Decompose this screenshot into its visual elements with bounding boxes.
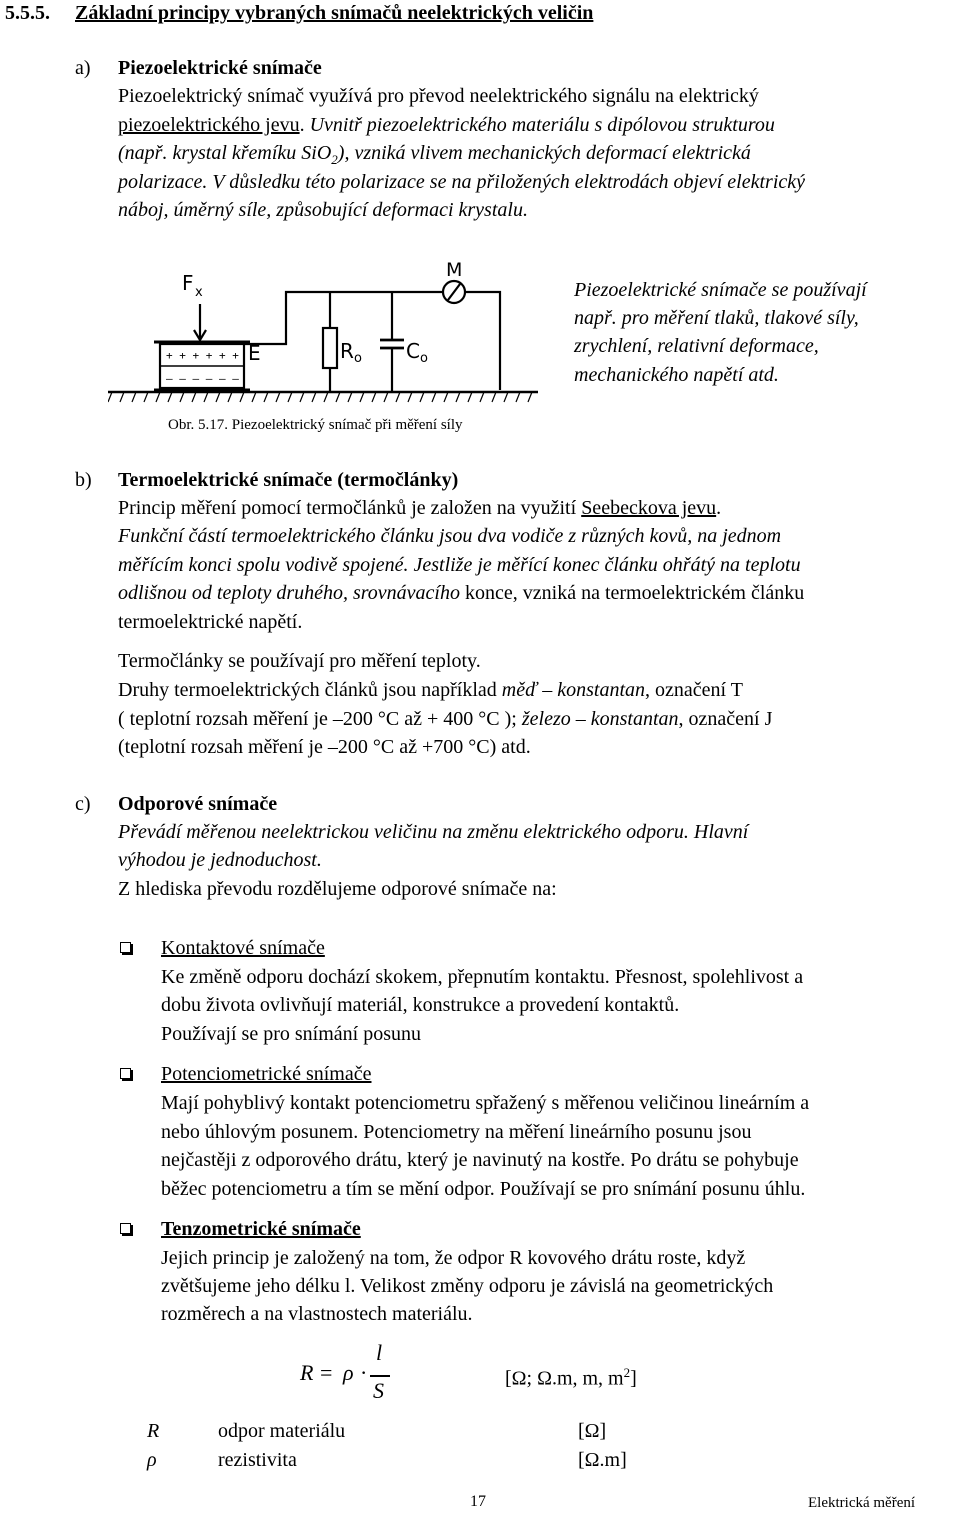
part-c-heading: Odporové snímače: [118, 793, 278, 815]
item-3-line-1: Jejich princip je založený na tom, že odpor R kovového drátu roste, když: [161, 1247, 746, 1269]
figure-side-line-4: mechanického napětí atd.: [574, 364, 779, 386]
item-3-title: Tenzometrické snímače: [161, 1218, 361, 1240]
section-heading: [5, 0, 593, 26]
part-b-heading: Termoelektrické snímače (termočlánky): [118, 469, 459, 491]
part-c-marker: c): [75, 793, 91, 815]
part-b-line-9: (teplotní rozsah měření je –200 °C až +700 °C) atd.: [118, 736, 531, 758]
legend-symbol-r: R: [147, 1420, 160, 1442]
part-c-line-3: Z hlediska převodu rozdělujeme odporové snímače na:: [118, 878, 557, 900]
item-1-line-2: dobu života ovlivňují materiál, konstrukce a provedení kontaktů.: [161, 994, 680, 1016]
part-a-line-1: Piezoelektrický snímač využívá pro převod neelektrického signálu na elektrický: [118, 85, 759, 107]
part-b-line-5: termoelektrické napětí.: [118, 611, 303, 633]
footer-title: Elektrická měření: [808, 1495, 916, 1511]
figure-side-line-2: např. pro měření tlaků, tlakové síly,: [574, 307, 859, 329]
formula-denominator: S: [373, 1378, 384, 1403]
piezo-circuit-figure: [108, 258, 548, 415]
piezo-effect-link[interactable]: piezoelektrického jevu: [118, 114, 300, 136]
part-b-line-6: Termočlánky se používají pro měření teploty.: [118, 650, 481, 672]
part-c-line-2: výhodou je jednoduchost.: [118, 849, 322, 871]
figure-caption: Obr. 5.17. Piezoelektrický snímač při měření síly: [168, 417, 463, 433]
part-c-line-1: Převádí měřenou neelektrickou veličinu na změnu elektrického odporu. Hlavní: [118, 821, 749, 843]
svg-text:+ + + + + +: + + + + + +: [166, 349, 239, 362]
formula-units: [Ω; Ω.m, m, $m^2$]: [505, 1365, 637, 1390]
resistor-label: R: [340, 339, 354, 363]
resistor-sub-label: o: [354, 351, 362, 366]
page-number: 17: [470, 1493, 486, 1510]
section-number: 5.5.5.: [5, 2, 50, 24]
part-b-line-4: odlišnou od teploty druhého, srovnávacího konce, vzniká na termoelektrickém článku: [118, 582, 805, 604]
force-sub-label: x: [195, 285, 203, 300]
part-b-marker: b): [75, 469, 92, 491]
part-b-line-8: ( teplotní rozsah měření je –200 °C až + 400 °C ); železo – konstantan, označení J: [118, 708, 773, 730]
checkbox-bullet-icon: [120, 1068, 131, 1079]
part-b-line-2: Funkční částí termoelektrického článku jsou dva vodiče z různých kovů, na jednom: [118, 525, 782, 547]
section-title: Základní principy vybraných snímačů neelektrických veličin: [75, 2, 594, 24]
item-2-title: Potenciometrické snímače: [161, 1063, 372, 1085]
legend-desc-r: odpor materiálu: [218, 1420, 346, 1442]
item-3-line-3: rozměrech a na vlastnostech materiálu.: [161, 1303, 473, 1325]
item-2-line-2: nebo úhlovým posunem. Potenciometry na měření lineárního posunu jsou: [161, 1121, 752, 1143]
part-b-line-7: Druhy termoelektrických článků jsou například měď – konstantan, označení T: [118, 679, 743, 701]
part-a-heading: Piezoelektrické snímače: [118, 57, 322, 79]
legend-unit-rho: [Ω.m]: [578, 1449, 627, 1471]
svg-text:– – – – – –: – – – – – –: [166, 372, 239, 385]
force-label: F: [182, 271, 194, 295]
part-a-line-2: piezoelektrického jevu. Uvnitř piezoelektrického materiálu s dipólovou strukturou: [118, 114, 775, 136]
piezo-circuit-diagram: [108, 258, 548, 410]
formula-fraction-bar: [370, 1375, 390, 1377]
figure-side-line-1: Piezoelektrické snímače se používají: [574, 279, 867, 301]
item-2-line-4: běžec potenciometru a tím se mění odpor. Používají se pro snímání posunu úhlu.: [161, 1178, 806, 1200]
formula-rho: ρ: [343, 1360, 354, 1385]
part-a-line-3: (např. krystal křemíku SiO$_2$), vzniká vlivem mechanických deformací elektrická: [118, 142, 751, 167]
formula-eq: =: [320, 1360, 333, 1385]
checkbox-bullet-icon: [120, 942, 131, 953]
formula-numerator: l: [376, 1340, 383, 1365]
seebeck-effect-link[interactable]: Seebeckova jevu: [581, 497, 717, 519]
capacitor-label: C: [406, 339, 420, 363]
meter-label: M: [446, 259, 463, 281]
part-b-line-3: měřícím konci spolu vodivě spojené. Jestliže je měřící konec článku ohřátý na teplotu: [118, 554, 801, 576]
part-a-line-5: náboj, úměrný síle, způsobující deformaci krystalu.: [118, 199, 528, 221]
legend-unit-r: [Ω]: [578, 1420, 607, 1442]
figure-side-line-3: zrychlení, relativní deformace,: [574, 335, 819, 357]
item-2-line-3: nejčastěji z odporového drátu, který je navinutý na kostře. Po drátu se pohybuje: [161, 1149, 799, 1171]
formula-lhs: R: [300, 1360, 314, 1385]
legend-desc-rho: rezistivita: [218, 1449, 297, 1471]
legend-symbol-rho: ρ: [147, 1449, 157, 1471]
formula-dot: ·: [360, 1360, 368, 1385]
item-3-line-2: zvětšujeme jeho délku l. Velikost změny odporu je závislá na geometrických: [161, 1275, 774, 1297]
part-a-line-4: polarizace. V důsledku této polarizace se na přiložených elektrodách objeví elektrický: [118, 171, 806, 193]
capacitor-sub-label: o: [420, 351, 428, 366]
part-a-marker: a): [75, 57, 91, 79]
part-b-line-1: Princip měření pomocí termočlánků je založen na využití Seebeckova jevu.: [118, 497, 722, 519]
checkbox-bullet-icon: [120, 1223, 131, 1234]
item-1-line-3: Používají se pro snímání posunu: [161, 1023, 421, 1045]
item-1-line-1: Ke změně odporu dochází skokem, přepnutím kontaktu. Přesnost, spolehlivost a: [161, 966, 804, 988]
item-2-line-1: Mají pohyblivý kontakt potenciometru spřažený s měřenou veličinou lineárním a: [161, 1092, 810, 1114]
electrode-label: E: [248, 341, 261, 365]
item-1-title: Kontaktové snímače: [161, 937, 325, 959]
